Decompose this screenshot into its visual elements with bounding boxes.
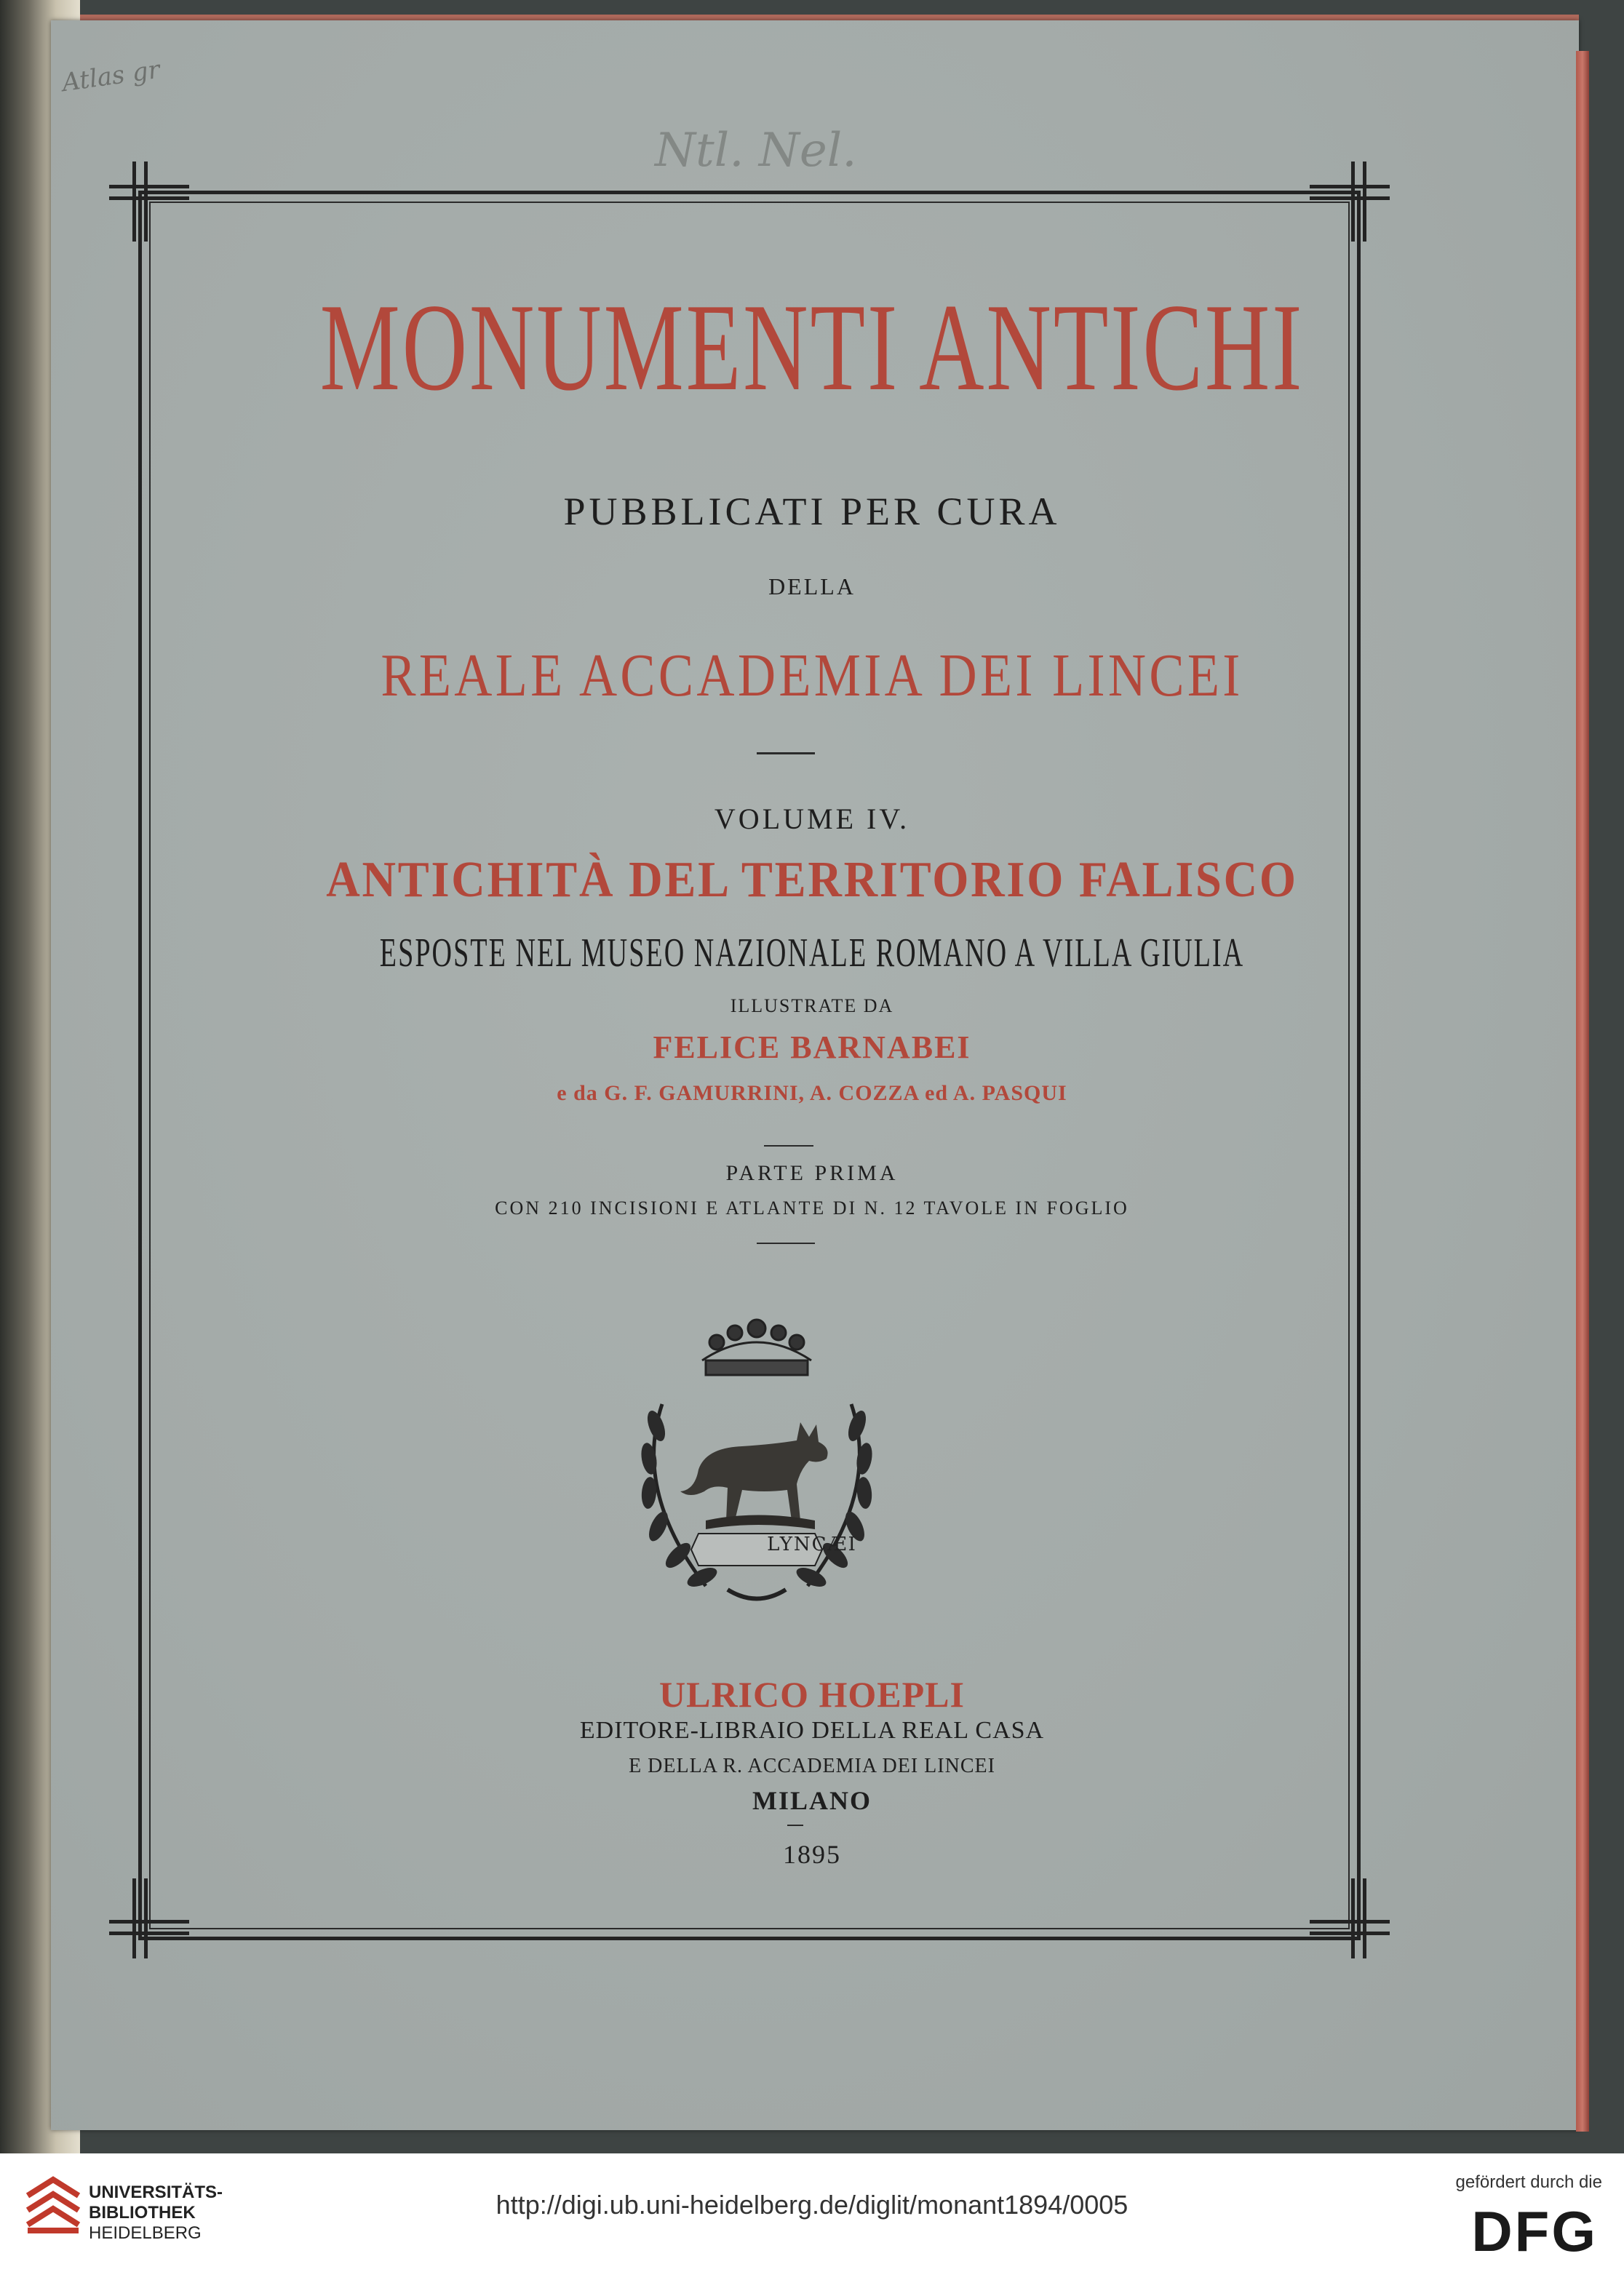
volume-label: VOLUME IV. <box>714 802 910 835</box>
corner-ornament-bottom-left <box>109 1878 182 1951</box>
emblem-motto: LYNCÆI <box>767 1534 857 1555</box>
author-name: FELICE BARNABEI <box>653 1029 971 1065</box>
corner-ornament-top-right <box>1310 162 1382 234</box>
dfg-logo: DFG <box>1471 2199 1598 2263</box>
exhibited-line: ESPOSTE NEL MUSEO NAZIONALE ROMANO A VILLA GIULIA <box>379 930 1245 976</box>
illustrated-by-line: ILLUSTRATE DA <box>730 995 894 1016</box>
publication-city: MILANO <box>752 1786 872 1815</box>
coauthors-line: e da G. F. GAMURRINI, A. COZZA ed A. PASQUI <box>557 1081 1067 1105</box>
permalink-url[interactable]: http://digi.ub.uni-heidelberg.de/diglit/monant1894/0005 <box>495 2190 1129 2220</box>
publisher-role-2: E DELLA R. ACCADEMIA DEI LINCEI <box>629 1755 995 1777</box>
publisher-name: ULRICO HOEPLI <box>658 1674 965 1715</box>
lynx-emblem <box>618 1302 895 1622</box>
lynx-icon <box>680 1422 828 1529</box>
corner-ornament-top-left <box>109 162 182 234</box>
viewer-footer <box>0 2153 1624 2272</box>
part-label: PARTE PRIMA <box>725 1161 899 1185</box>
corner-ornament-bottom-right <box>1310 1878 1382 1951</box>
academy-name: REALE ACCADEMIA DEI LINCEI <box>381 642 1243 709</box>
publisher-role: EDITORE-LIBRAIO DELLA REAL CASA <box>579 1717 1045 1744</box>
laurel-wreath-icon <box>639 1404 874 1599</box>
handwritten-note: Atlas gr <box>60 55 162 98</box>
divider-rule <box>764 1145 813 1147</box>
della-line: DELLA <box>768 573 856 599</box>
divider-rule <box>787 1825 803 1826</box>
contents-line: CON 210 INCISIONI E ATLANTE DI N. 12 TAVOLE IN FOGLIO <box>495 1197 1129 1219</box>
main-title: MONUMENTI ANTICHI <box>319 279 1305 417</box>
crown-icon <box>702 1320 811 1375</box>
handwritten-shelfmark: Ntl. Nel. <box>655 124 857 178</box>
published-by-line: PUBBLICATI PER CURA <box>563 490 1061 533</box>
funding-caption: gefördert durch die <box>1455 2172 1602 2192</box>
volume-subject: ANTICHITÀ DEL TERRITORIO FALISCO <box>326 852 1298 908</box>
divider-rule <box>757 1243 815 1244</box>
divider-rule <box>757 752 815 754</box>
publication-year: 1895 <box>783 1840 841 1869</box>
library-name: UNIVERSITÄTS- BIBLIOTHEK HEIDELBERG <box>89 2183 223 2243</box>
